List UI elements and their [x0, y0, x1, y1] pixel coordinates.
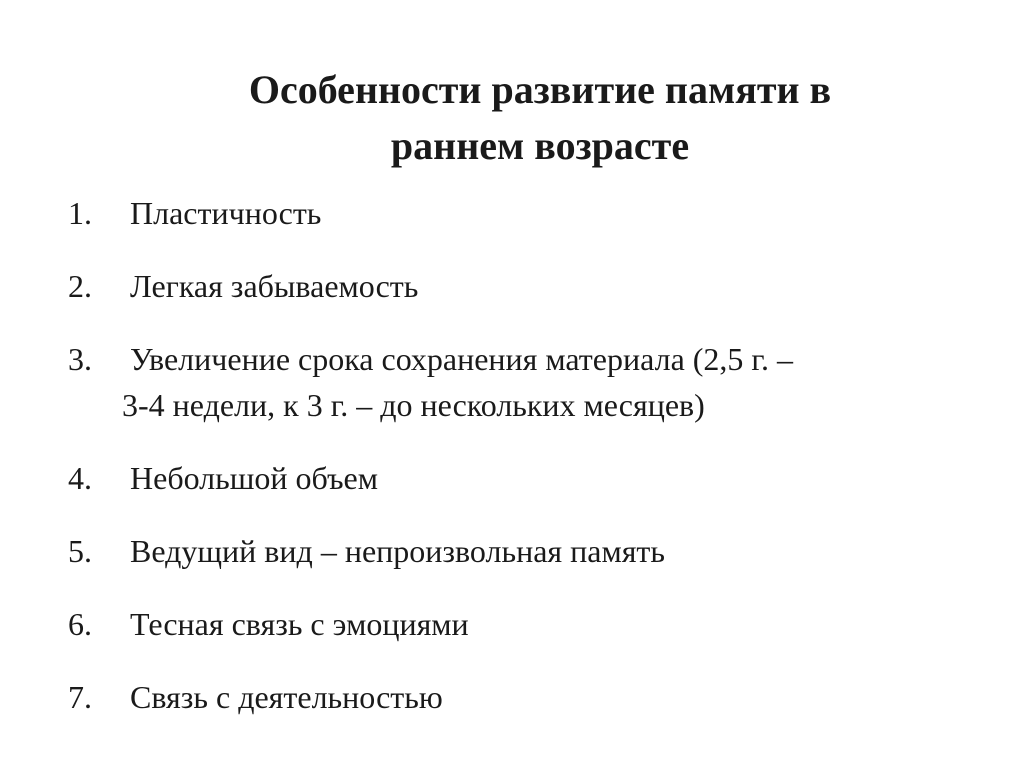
- item-number: 7.: [68, 679, 92, 715]
- slide-title: [140, 62, 940, 174]
- item-number: 5.: [68, 533, 92, 569]
- item-number: 3.: [68, 341, 92, 377]
- item-text: Тесная связь с эмоциями: [130, 606, 469, 642]
- item-number: 2.: [68, 268, 92, 304]
- item-number: 4.: [68, 460, 92, 496]
- item-text: Легкая забываемость: [130, 268, 419, 304]
- title-line-2: раннем возрасте: [390, 123, 690, 168]
- item-text: Пластичность: [130, 195, 322, 231]
- item-number: 1.: [68, 195, 92, 231]
- item-text: Связь с деятельностью: [130, 679, 443, 715]
- features-list: [68, 190, 1008, 747]
- title-line-1: Особенности развитие памяти в: [248, 67, 832, 112]
- item-text: Небольшой объем: [130, 460, 378, 496]
- item-text: Ведущий вид – непроизвольная память: [130, 533, 665, 569]
- list-item: [68, 336, 1008, 428]
- list-item: [68, 528, 1008, 574]
- list-item: [68, 674, 1008, 720]
- list-item: [68, 601, 1008, 647]
- list-item: [68, 190, 1008, 236]
- item-text: Увеличение срока сохранения материала (2,5 г. –: [130, 341, 793, 377]
- item-text-continuation: 3-4 недели, к 3 г. – до нескольких месяцев): [122, 387, 705, 423]
- list-item: [68, 263, 1008, 309]
- list-item: [68, 455, 1008, 501]
- item-number: 6.: [68, 606, 92, 642]
